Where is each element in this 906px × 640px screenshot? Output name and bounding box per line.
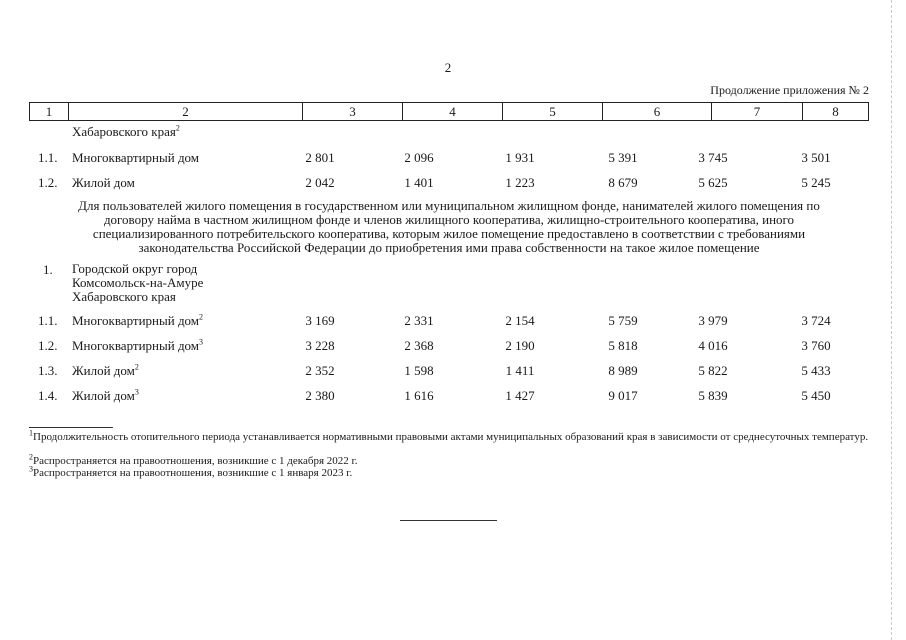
value-cell: 3 745 <box>698 150 728 165</box>
value-cell: 2 154 <box>505 313 535 328</box>
table-row <box>0 175 906 193</box>
value-cell: 5 759 <box>608 313 638 328</box>
row-label: Жилой дом$^3$ <box>72 387 139 403</box>
row-number: 1.1. <box>38 313 58 328</box>
value-cell: 8 989 <box>608 363 638 378</box>
value-cell: 1 223 <box>505 175 535 190</box>
value-cell: 2 801 <box>305 150 335 165</box>
row-label: Жилой дом <box>72 175 135 190</box>
header-cell-4: 4 <box>403 103 503 121</box>
value-cell: 5 625 <box>698 175 728 190</box>
header-cell-5: 5 <box>503 103 603 121</box>
value-cell: 1 616 <box>404 388 434 403</box>
footnote: $^2$Распространяется на правоотношения, возникшие с 1 декабря 2022 г. <box>29 452 358 467</box>
value-cell: 2 096 <box>404 150 434 165</box>
header-cell-7: 7 <box>712 103 803 121</box>
region-label: Хабаровского края$^2$ <box>72 123 180 139</box>
table-row <box>0 338 906 356</box>
region-label-row <box>0 124 906 142</box>
value-cell: 2 368 <box>404 338 434 353</box>
value-cell: 3 979 <box>698 313 728 328</box>
table-row <box>0 363 906 381</box>
footnote-separator <box>29 427 113 428</box>
page-number: 2 <box>444 60 452 75</box>
value-cell: 4 016 <box>698 338 728 353</box>
header-cell-6: 6 <box>603 103 712 121</box>
group-name <box>72 262 203 304</box>
section-heading: Для пользователей жилого помещения в государственном или муниципальном жилищном фонде, нанимателей жилого помещения по договору найма в частном жилищном фонде и членов жилищного кооператива, жилищно-строительного кооператива, иного специализированного потребительского кооператива, которым жилое помещение предоставлено в соответствии с требованиями законодательства Российской Федерации до приобретения ими права собственности на такое жилое помещение <box>78 198 820 255</box>
value-cell: 2 331 <box>404 313 434 328</box>
group-name-line: Хабаровского края <box>72 289 176 304</box>
header-cell-3: 3 <box>303 103 403 121</box>
table-row <box>0 150 906 168</box>
header-cell-8: 8 <box>803 103 869 121</box>
row-number: 1.3. <box>38 363 58 378</box>
value-cell: 8 679 <box>608 175 638 190</box>
value-cell: 9 017 <box>608 388 638 403</box>
table-row <box>0 388 906 406</box>
table-row <box>0 313 906 331</box>
value-cell: 3 724 <box>801 313 831 328</box>
header-cell-2: 2 <box>69 103 303 121</box>
continuation-caption: Продолжение приложения № 2 <box>710 83 869 97</box>
row-label: Многоквартирный дом$^3$ <box>72 337 204 353</box>
row-number: 1.2. <box>38 175 58 190</box>
row-label: Жилой дом$^2$ <box>72 362 139 378</box>
page-edge <box>891 0 892 640</box>
value-cell: 5 433 <box>801 363 831 378</box>
group-number: 1. <box>43 262 53 277</box>
value-cell: 3 501 <box>801 150 831 165</box>
value-cell: 1 598 <box>404 363 434 378</box>
value-cell: 2 380 <box>305 388 335 403</box>
row-number: 1.1. <box>38 150 58 165</box>
value-cell: 2 352 <box>305 363 335 378</box>
value-cell: 3 169 <box>305 313 335 328</box>
row-label: Многоквартирный дом <box>72 150 200 165</box>
group-name-line: Городской округ город <box>72 261 198 276</box>
column-number-header <box>29 102 869 121</box>
value-cell: 3 228 <box>305 338 335 353</box>
value-cell: 2 042 <box>305 175 335 190</box>
value-cell: 5 839 <box>698 388 728 403</box>
value-cell: 5 245 <box>801 175 831 190</box>
group-name-line: Комсомольск-на-Амуре <box>72 275 204 290</box>
value-cell: 2 190 <box>505 338 535 353</box>
value-cell: 1 411 <box>505 363 535 378</box>
row-number: 1.4. <box>38 388 58 403</box>
value-cell: 5 822 <box>698 363 728 378</box>
footnote: $^1$Продолжительность отопительного периода устанавливается нормативными правовыми актами муниципальных образований края в зависимости от среднесуточных температур. <box>29 428 869 443</box>
value-cell: 1 427 <box>505 388 535 403</box>
value-cell: 5 450 <box>801 388 831 403</box>
end-of-document-line <box>400 520 497 521</box>
value-cell: 5 391 <box>608 150 638 165</box>
value-cell: 5 818 <box>608 338 638 353</box>
row-number: 1.2. <box>38 338 58 353</box>
footnote: $^3$Распространяется на правоотношения, возникшие с 1 января 2023 г. <box>29 464 353 479</box>
row-label: Многоквартирный дом$^2$ <box>72 312 204 328</box>
header-cell-1: 1 <box>30 103 69 121</box>
value-cell: 3 760 <box>801 338 831 353</box>
value-cell: 1 401 <box>404 175 434 190</box>
value-cell: 1 931 <box>505 150 535 165</box>
